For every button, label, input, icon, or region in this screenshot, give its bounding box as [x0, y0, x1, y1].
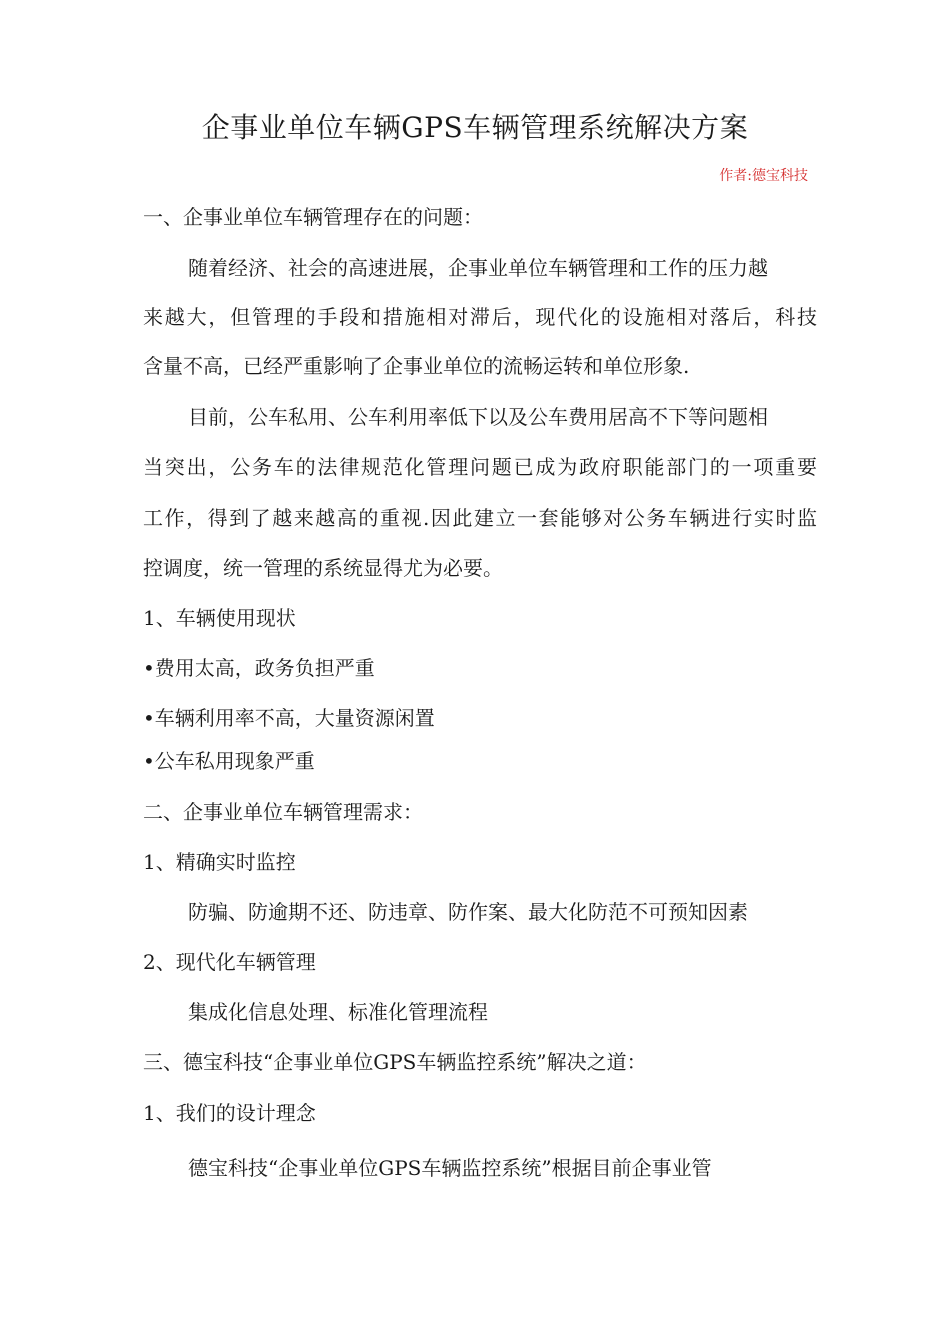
paragraph-line: 防骗、防逾期不还、防违章、防作案、最大化防范不可预知因素 [188, 900, 748, 924]
paragraph-line: 集成化信息处理、标准化管理流程 [188, 1000, 488, 1024]
section-heading-2: 二、企事业单位车辆管理需求： [143, 800, 423, 824]
bullet-item: •公车私用现象严重 [143, 749, 315, 773]
paragraph-line: 目前，公车私用、公车利用率低下以及公车费用居高不下等问题相 [188, 405, 768, 429]
paragraph-line: 含量不高，已经严重影响了企事业单位的流畅运转和单位形象. [143, 354, 690, 378]
subheading: 1、我们的设计理念 [143, 1101, 316, 1125]
paragraph-line: 工作，得到了越来越高的重视.因此建立一套能够对公务车辆进行实时监 [143, 506, 817, 530]
bullet-item: •费用太高，政务负担严重 [143, 656, 375, 680]
subheading: 1、精确实时监控 [143, 850, 296, 874]
author-credit: 作者:德宝科技 [719, 168, 808, 184]
subheading: 2、现代化车辆管理 [143, 950, 316, 974]
section-heading-3: 三、德宝科技“企事业单位GPS车辆监控系统”解决之道： [143, 1050, 647, 1074]
paragraph-line: 控调度，统一管理的系统显得尤为必要。 [143, 556, 503, 580]
paragraph-line: 随着经济、社会的高速进展，企事业单位车辆管理和工作的压力越 [188, 256, 768, 280]
document-title: 企事业单位车辆GPS车辆管理系统解决方案 [201, 111, 749, 144]
section-heading-1: 一、企事业单位车辆管理存在的问题： [143, 205, 483, 229]
paragraph-line: 来越大，但管理的手段和措施相对滞后，现代化的设施相对落后，科技 [143, 305, 817, 329]
subheading: 1、车辆使用现状 [143, 606, 296, 630]
paragraph-line: 德宝科技“企事业单位GPS车辆监控系统”根据目前企事业管 [188, 1156, 712, 1180]
bullet-item: •车辆利用率不高，大量资源闲置 [143, 706, 435, 730]
paragraph-line: 当突出，公务车的法律规范化管理问题已成为政府职能部门的一项重要 [143, 455, 817, 479]
